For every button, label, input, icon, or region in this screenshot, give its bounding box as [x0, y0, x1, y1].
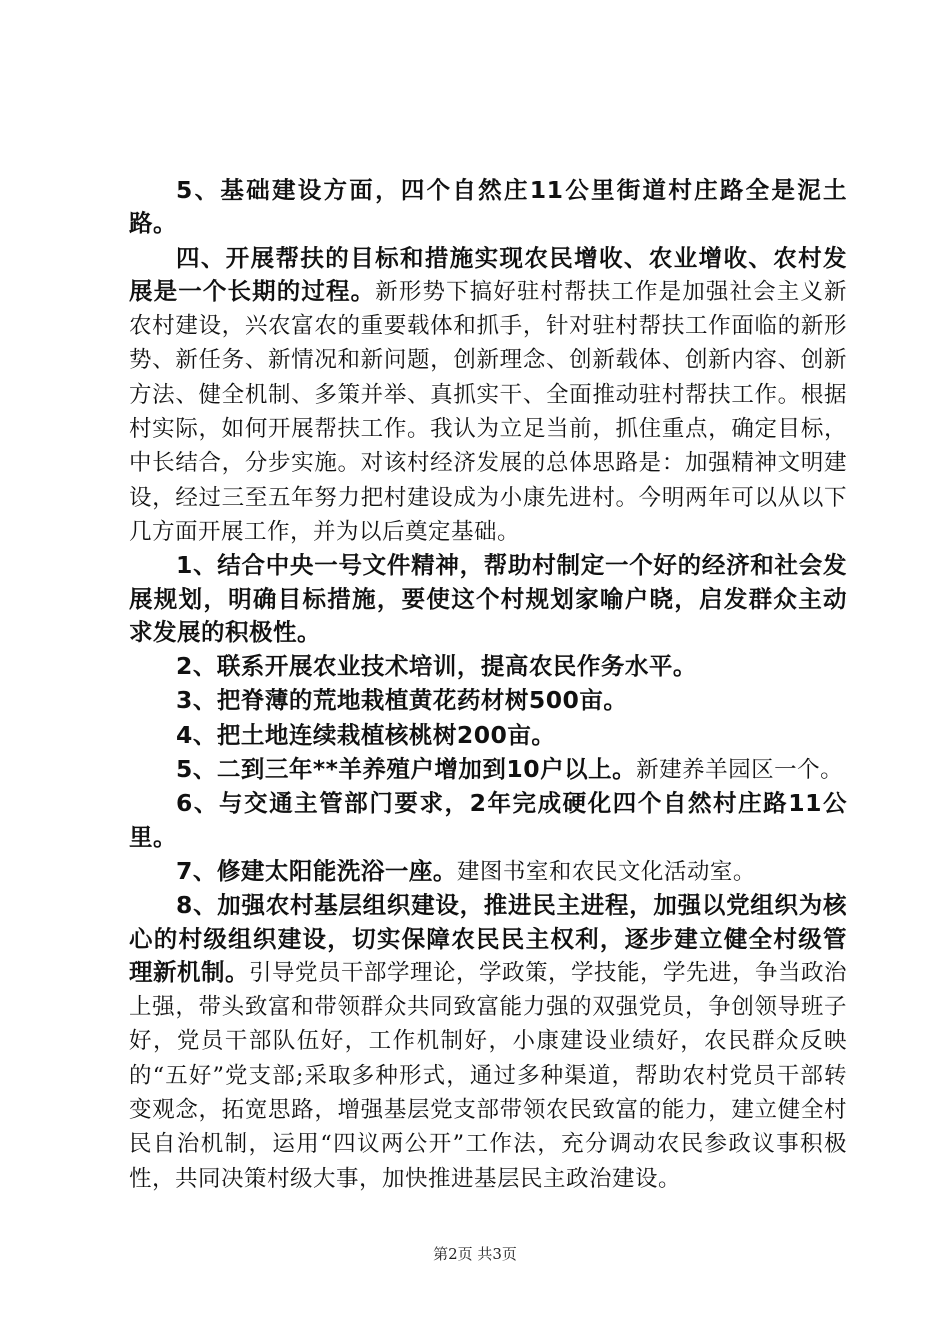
paragraph-lead: 6、与交通主管部门要求，2年完成硬化四个自然村庄路11公里。 — [129, 789, 847, 851]
paragraph-lead: 3、把脊薄的荒地栽植黄花药材树500亩。 — [176, 686, 628, 715]
paragraph — [129, 889, 847, 1196]
paragraph — [129, 787, 847, 855]
paragraph — [129, 650, 847, 684]
paragraph-lead: 四、开展帮扶的目标和措施实现农民增收、农业增收、农村发展是一个长期的过程。 — [129, 243, 847, 305]
paragraph — [129, 174, 847, 242]
paragraph-text: 建图书室和农民文化活动室。 — [456, 858, 756, 885]
page-number: 第2页 共3页 — [433, 1245, 517, 1263]
paragraph-lead: 2、联系开展农业技术培训，提高农民作务水平。 — [176, 652, 697, 681]
paragraph — [129, 855, 847, 889]
paragraph — [129, 549, 847, 650]
paragraph-text: 新形势下搞好驻村帮扶工作是加强社会主义新农村建设，兴农富农的重要载体和抓手，针对驻村帮扶工作面临的新形势、新任务、新情况和新问题，创新理念、创新载体、创新内容、创新方法、健全机制、多策并举、真抓实干、全面推动驻村帮扶工作。根据村实际，如何开展帮扶工作。我认为立足当前，抓住重点，确定目标，中长结合，分步实施。对该村经济发展的总体思路是：加强精神文明建设，经过三至五年努力把村建设成为小康先进村。今明两年可以从以下几方面开展工作，并为以后奠定基础。 — [129, 278, 847, 545]
paragraph-text: 引导党员干部学理论，学政策，学技能，学先进，争当政治上强，带头致富和带领群众共同致富能力强的双强党员，争创领导班子好，党员干部队伍好，工作机制好，小康建设业绩好，农民群众反映的“五好”党支部;采取多种形式，通过多种渠道，帮助农村党员干部转变观念，拓宽思路，增强基层党支部带领农民致富的能力，建立健全村民自治机制，运用“四议两公开”工作法，充分调动农民参政议事积极性，共同决策村级大事，加快推进基层民主政治建设。 — [129, 959, 848, 1192]
paragraph-lead: 7、修建太阳能洗浴一座。 — [176, 856, 457, 885]
paragraph — [129, 719, 847, 753]
paragraph-text: 新建养羊园区一个。 — [636, 757, 844, 784]
paragraph-lead: 8、加强农村基层组织建设，推进民主进程，加强以党组织为核心的村级组织建设，切实保障农民民主权利，逐步建立健全村级管理新机制。 — [129, 891, 847, 986]
paragraph — [129, 242, 847, 550]
paragraph-lead: 4、把土地连续栽植核桃树200亩。 — [176, 720, 556, 749]
paragraph-lead: 1、结合中央一号文件精神，帮助村制定一个好的经济和社会发展规划，明确目标措施，要使这个村规划家喻户晓，启发群众主动求发展的积极性。 — [129, 551, 847, 646]
paragraph — [129, 753, 847, 787]
paragraph-lead: 5、基础建设方面，四个自然庄11公里街道村庄路全是泥土路。 — [129, 176, 847, 238]
paragraph-lead: 5、二到三年**羊养殖户增加到10户以上。 — [176, 755, 637, 784]
document-body — [129, 174, 847, 1196]
paragraph — [129, 684, 847, 718]
